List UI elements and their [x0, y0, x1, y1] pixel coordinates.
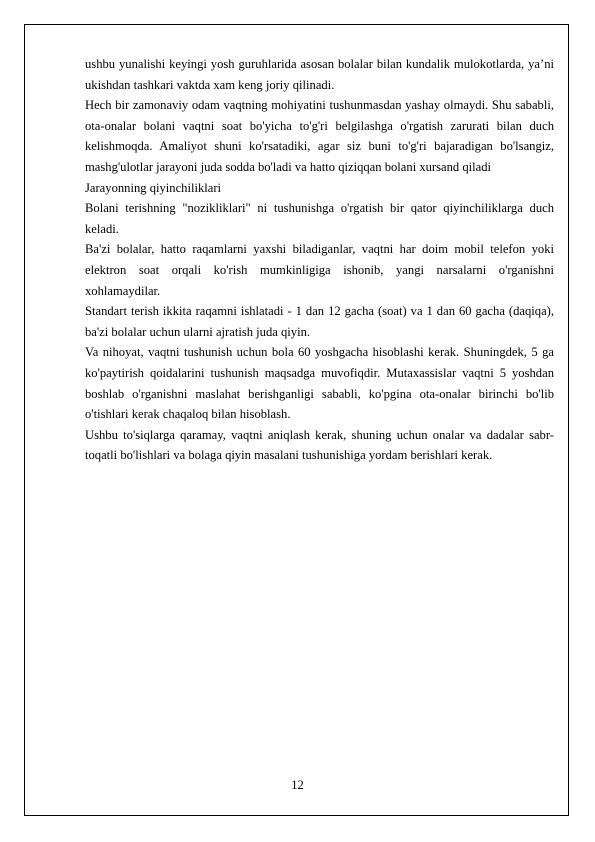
paragraph: Va nihoyat, vaqtni tushunish uchun bola 60 yoshgacha hisoblashi kerak. Shuningdek, 5 ga ko'paytirish qoidalarini tushunish maqsadga muvofiqdir. Mutaxassislar vaqtni 5 yoshdan boshlab o'rganishni maslahat berishganligi sababli, ko'pgina ota-onalar birinchi bo'lib o'tishlari kerak chaqaloq bilan hisoblash.	[85, 345, 554, 422]
paragraph: ushbu yunalishi keyingi yosh guruhlarida asosan bolalar bilan kundalik mulokotlarda, ya’ni ukishdan tashkari vaktda xam keng joriy qilinadi.	[85, 57, 554, 92]
paragraph: Ushbu to'siqlarga qaramay, vaqtni aniqlash kerak, shuning uchun onalar va dadalar sabr-toqatli bo'lishlari va bolaga qiyin masalani tushunishiga yordam berishlari kerak.	[85, 427, 554, 463]
page-number: 12	[291, 778, 304, 792]
paragraph: Hech bir zamonaviy odam vaqtning mohiyatini tushunmasdan yashay olmaydi. Shu sababli, ota-onalar bolani vaqtni soat bo'yicha to'g'ri belgilashga o'rgatish zarurati bilan duch kelishmoqda. Amaliyot shuni ko'rsatadiki, agar siz buni to'g'ri bajaradigan bo'lsangiz, mashg'ulotlar jarayoni juda sodda bo'ladi va hatto qiziqqan bolani xursand qiladi	[85, 98, 554, 174]
document-body	[85, 54, 554, 466]
paragraph: Ba'zi bolalar, hatto raqamlarni yaxshi biladiganlar, vaqtni har doim mobil telefon yoki elektron soat orqali ko'rish mumkinligiga ishonib, yangi narsalarni o'rganishni xohlamaydilar.	[85, 242, 554, 298]
paragraph: Standart terish ikkita raqamni ishlatadi - 1 dan 12 gacha (soat) va 1 dan 60 gacha (daqiqa), ba'zi bolalar uchun ularni ajratish juda qiyin.	[85, 304, 554, 339]
section-heading: Jarayonning qiyinchiliklari	[85, 180, 222, 195]
paragraph: Bolani terishning "nozikliklari" ni tushunishga o'rgatish bir qator qiyinchiliklarga duch keladi.	[85, 201, 554, 236]
